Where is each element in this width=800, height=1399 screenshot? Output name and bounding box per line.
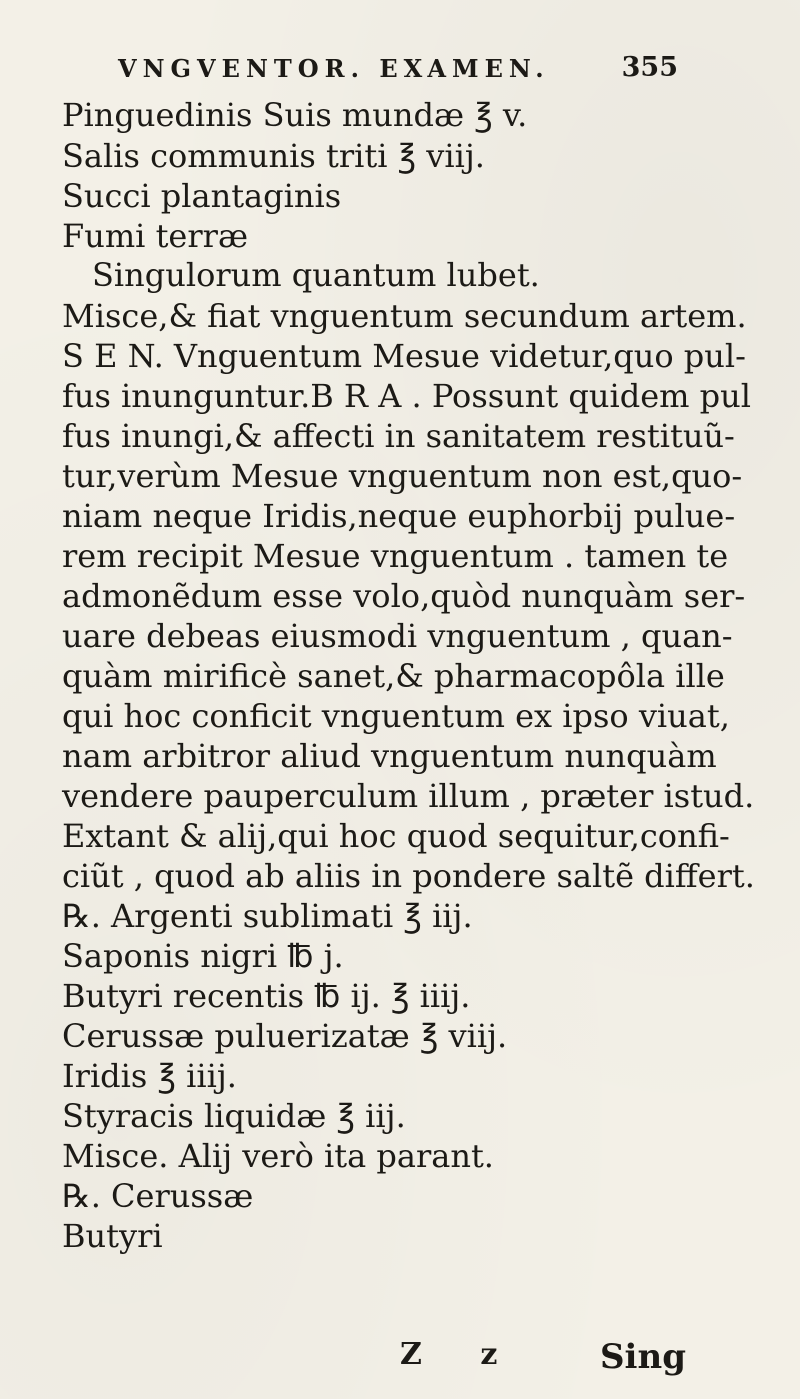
text-line: Butyri recentis ℔ ij. ℥ iiij.	[62, 977, 471, 1015]
text-line: Saponis nigri ℔ j.	[62, 937, 344, 975]
text-line: qui hoc conficit vnguentum ex ipso viuat,	[62, 697, 730, 735]
text-line: Styracis liquidæ ℥ iij.	[62, 1097, 406, 1135]
text-line: quàm mirificè sanet,& pharmacopôla ille	[62, 657, 725, 695]
text-line: fus inunguntur.B R A . Possunt quidem pul	[62, 377, 751, 415]
text-line: Extant & alij,qui hoc quod sequitur,confi-	[62, 817, 730, 855]
text-line: ℞. Cerussæ	[62, 1177, 254, 1215]
text-line: Singulorum quantum lubet.	[92, 256, 540, 294]
text-line: ciũt , quod ab aliis in pondere saltẽ differt.	[62, 857, 755, 895]
text-line: Salis communis triti ℥ viij.	[62, 137, 485, 175]
text-line: Misce. Alij verò ita parant.	[62, 1137, 494, 1175]
text-line: Pinguedinis Suis mundæ ℥ v.	[62, 96, 528, 134]
text-line: niam neque Iridis,neque euphorbij pulue-	[62, 497, 736, 535]
text-line: Misce,& fiat vnguentum secundum artem.	[62, 297, 747, 335]
signature-mark: Z z	[400, 1337, 522, 1372]
text-line: Butyri	[62, 1217, 163, 1255]
text-line: tur,verùm Mesue vnguentum non est,quo-	[62, 457, 743, 495]
text-line: admonẽdum esse volo,quòd nunquàm ser-	[62, 577, 746, 615]
text-line: uare debeas eiusmodi vnguentum , quan-	[62, 617, 733, 655]
text-line: Fumi terræ	[62, 217, 249, 255]
text-line: ℞. Argenti sublimati ℥ iij.	[62, 897, 473, 935]
text-line: Cerussæ puluerizatæ ℥ viij.	[62, 1017, 508, 1055]
text-line: vendere pauperculum illum , præter istud.	[62, 777, 755, 815]
running-title: VNGVENTOR. EXAMEN.	[118, 54, 550, 83]
text-line: fus inungi,& affecti in sanitatem restituũ-	[62, 417, 735, 455]
text-line: Iridis ℥ iiij.	[62, 1057, 237, 1095]
text-line: S E N. Vnguentum Mesue videtur,quo pul-	[62, 337, 746, 375]
catchword: Sing	[600, 1337, 686, 1377]
text-line: nam arbitror aliud vnguentum nunquàm	[62, 737, 717, 775]
text-line: rem recipit Mesue vnguentum . tamen te	[62, 537, 729, 575]
page-footer	[0, 1337, 800, 1377]
page-number: 355	[621, 52, 678, 83]
text-line: Succi plantaginis	[62, 177, 342, 215]
